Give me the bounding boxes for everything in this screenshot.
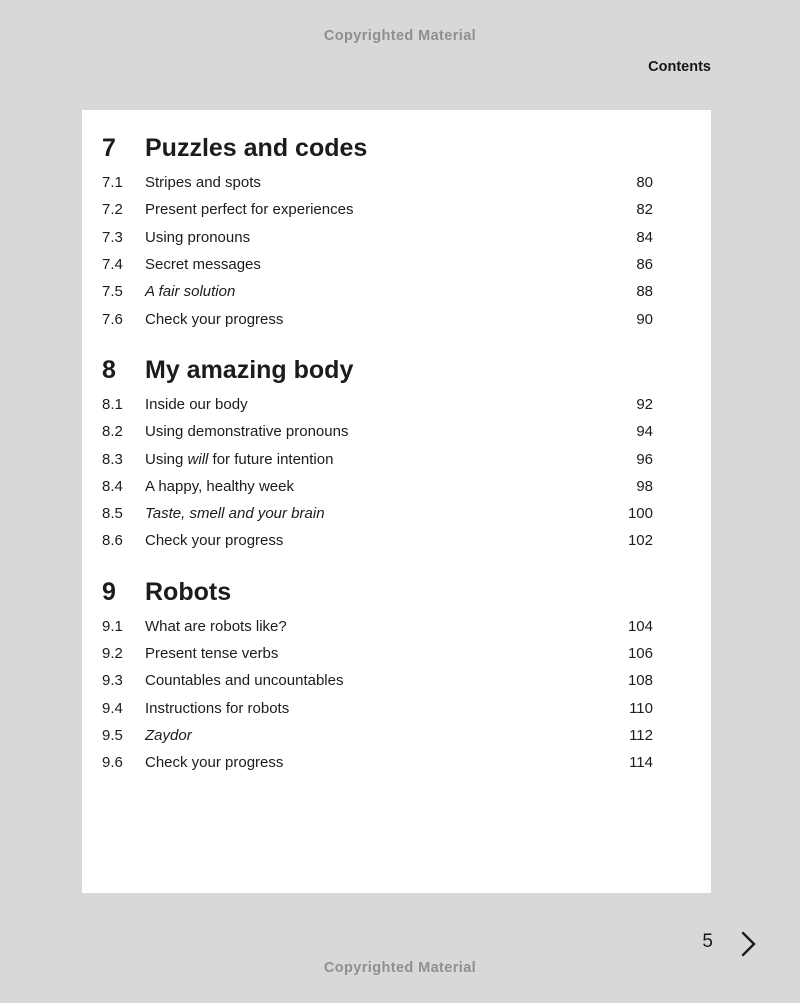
section-number: 8.2 [102,423,123,441]
toc-row [102,169,653,196]
toc-row [102,278,653,305]
section-page-number: 108 [627,672,653,690]
section-page-number: 96 [636,450,653,468]
toc-row [102,500,653,527]
section-title: Stripes and spots [145,174,261,192]
section-number: 7.3 [102,228,123,246]
section-title: Taste, smell and your brain [145,505,325,523]
toc-row [102,305,653,332]
toc-row [102,722,653,749]
section-number: 9.5 [102,726,123,744]
toc-row [102,473,653,500]
section-title: Using demonstrative pronouns [145,423,349,441]
section-title: Check your progress [145,532,284,550]
section-title: Present perfect for experiences [145,201,354,219]
page-indicator: 5 [702,931,713,952]
chapter-number: 7 [102,134,116,162]
section-number: 8.6 [102,532,123,550]
section-number: 9.6 [102,754,123,772]
chapter-number: 8 [102,355,116,384]
section-number: 9.4 [102,699,123,717]
toc-row [102,251,653,278]
section-title: Present tense verbs [145,645,279,662]
toc-row [102,224,653,251]
section-title: Check your progress [145,310,284,328]
section-page-number: 104 [627,617,653,635]
toc-row [102,667,653,694]
section-title: Instructions for robots [145,699,290,717]
chapter-block [102,576,653,777]
copyright-watermark-bottom: Copyrighted Material [323,960,477,976]
chapter-heading [102,354,653,386]
chapter-number: 9 [102,577,116,606]
chapter-title: Puzzles and codes [145,134,368,162]
section-page-number: 84 [636,228,653,246]
section-number: 8.3 [102,450,123,468]
section-title: A happy, healthy week [145,477,294,495]
chapter-title: Robots [145,577,232,606]
section-title: Using pronouns [145,228,251,246]
toc-row [102,445,653,472]
next-page-button[interactable] [733,926,763,962]
section-number: 7.5 [102,283,123,301]
section-page-number: 92 [636,395,653,413]
chapter-block [102,132,653,333]
section-title: A fair solution [145,283,236,301]
section-page-number: 114 [629,754,653,772]
section-number: 8.4 [102,477,123,495]
section-page-number: 94 [636,423,653,441]
toc-row [102,640,653,667]
table-of-contents [102,132,653,776]
section-title: What are robots like? [145,617,287,635]
section-page-number: 98 [636,477,653,495]
section-number: 7.4 [102,256,123,274]
copyright-watermark-top: Copyrighted Material [323,28,477,44]
section-page-number: 106 [627,645,653,662]
contents-header: Contents [648,59,711,75]
section-page-number: 102 [627,532,653,550]
chevron-right-icon [738,928,758,960]
section-title: Countables and uncountables [145,672,344,690]
section-title: Secret messages [145,256,261,274]
toc-row [102,418,653,445]
section-page-number: 90 [636,310,653,328]
section-number: 7.2 [102,201,123,219]
section-title: Using will for future intention [145,450,334,468]
section-number: 7.1 [102,174,123,192]
section-title: Zaydor [145,726,192,744]
toc-row [102,613,653,640]
chapter-block [102,354,653,555]
toc-row [102,694,653,721]
chapter-heading [102,132,653,164]
chapter-heading [102,576,653,608]
section-page-number: 110 [629,699,653,717]
section-number: 8.5 [102,505,123,523]
section-number: 8.1 [102,395,123,413]
section-number: 9.1 [102,617,123,635]
toc-row [102,749,653,776]
section-title: Check your progress [145,754,284,772]
section-title: Inside our body [145,395,248,413]
section-page-number: 80 [636,174,653,192]
section-number: 7.6 [102,310,123,328]
book-page [82,110,711,893]
section-page-number: 100 [627,505,653,523]
toc-row [102,196,653,223]
section-number: 9.2 [102,645,123,662]
section-page-number: 86 [636,256,653,274]
section-page-number: 82 [636,201,653,219]
section-page-number: 112 [629,726,653,744]
toc-row [102,527,653,554]
toc-row [102,391,653,418]
section-page-number: 88 [636,283,653,301]
chapter-title: My amazing body [145,355,354,384]
section-number: 9.3 [102,672,123,690]
